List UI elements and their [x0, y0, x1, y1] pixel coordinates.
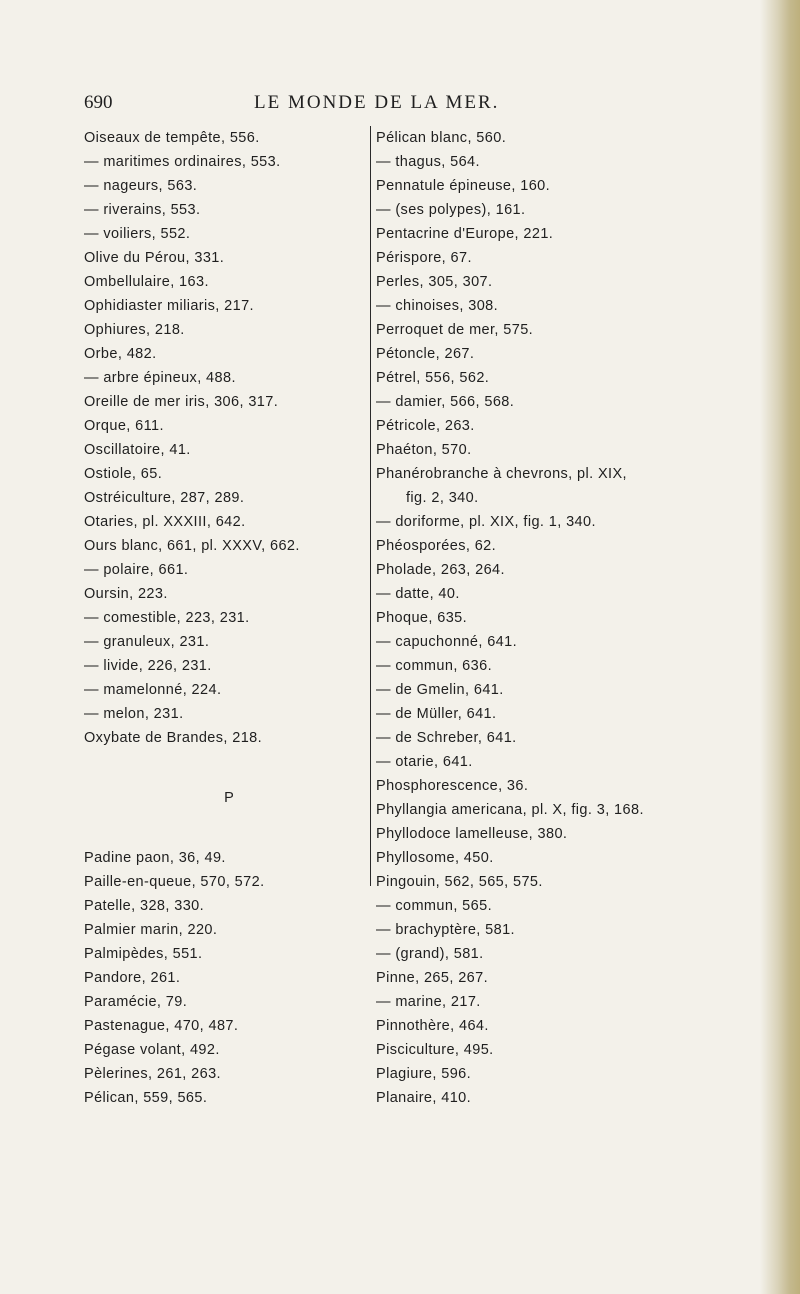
index-entry: Pétricole, 263.	[376, 418, 475, 434]
index-entry: Ostiole, 65.	[84, 466, 163, 482]
index-entry: Palmier marin, 220.	[84, 922, 218, 938]
index-entry: Pingouin, 562, 565, 575.	[376, 874, 543, 890]
index-entry: Oursin, 223.	[84, 586, 168, 602]
section-letter: P	[224, 790, 234, 806]
index-entry: — de Müller, 641.	[376, 706, 497, 722]
index-entry: — riverains, 553.	[84, 202, 201, 218]
index-entry: Pinnothère, 464.	[376, 1018, 489, 1034]
index-entry: Pégase volant, 492.	[84, 1042, 220, 1058]
page-header	[84, 92, 734, 126]
index-entry: — (ses polypes), 161.	[376, 202, 526, 218]
index-entry: — granuleux, 231.	[84, 634, 210, 650]
index-entry: Orque, 611.	[84, 418, 164, 434]
index-entry: — livide, 226, 231.	[84, 658, 212, 674]
index-entry: — (grand), 581.	[376, 946, 484, 962]
index-entry: — commun, 565.	[376, 898, 493, 914]
index-entry: — brachyptère, 581.	[376, 922, 515, 938]
index-entry: Pétoncle, 267.	[376, 346, 475, 362]
index-entry: — de Schreber, 641.	[376, 730, 517, 746]
index-entry: Oreille de mer iris, 306, 317.	[84, 394, 279, 410]
index-entry: Pisciculture, 495.	[376, 1042, 494, 1058]
index-entry: Pennatule épineuse, 160.	[376, 178, 551, 194]
index-entry: Phoque, 635.	[376, 610, 468, 626]
running-title: LE MONDE DE LA MER.	[254, 92, 500, 113]
index-entry: Ophidiaster miliaris, 217.	[84, 298, 254, 314]
index-entry: Patelle, 328, 330.	[84, 898, 205, 914]
index-column-left	[84, 126, 384, 1110]
index-entry: Paramécie, 79.	[84, 994, 188, 1010]
index-entry: — damier, 566, 568.	[376, 394, 515, 410]
index-entry: — polaire, 661.	[84, 562, 189, 578]
index-entry: Padine paon, 36, 49.	[84, 850, 226, 866]
index-entry: Planaire, 410.	[376, 1090, 472, 1106]
index-entry: Oxybate de Brandes, 218.	[84, 730, 263, 746]
index-entry: Orbe, 482.	[84, 346, 157, 362]
index-entry: — capuchonné, 641.	[376, 634, 518, 650]
index-entry: Ours blanc, 661, pl. XXXV, 662.	[84, 538, 300, 554]
index-entry: Ostréiculture, 287, 289.	[84, 490, 245, 506]
page-number: 690	[84, 92, 113, 113]
index-entry: Pinne, 265, 267.	[376, 970, 489, 986]
index-entry: Pélican blanc, 560.	[376, 130, 507, 146]
index-entry: — arbre épineux, 488.	[84, 370, 236, 386]
index-entry: Oiseaux de tempête, 556.	[84, 130, 260, 146]
index-entry: — comestible, 223, 231.	[84, 610, 250, 626]
index-entry: Perles, 305, 307.	[376, 274, 493, 290]
index-entry: — de Gmelin, 641.	[376, 682, 504, 698]
index-entry: Paille-en-queue, 570, 572.	[84, 874, 265, 890]
index-entry: fig. 2, 340.	[406, 490, 479, 506]
index-entry: Pholade, 263, 264.	[376, 562, 505, 578]
index-entry: Périspore, 67.	[376, 250, 472, 266]
index-entry: Otaries, pl. XXXIII, 642.	[84, 514, 246, 530]
index-entry: — chinoises, 308.	[376, 298, 499, 314]
index-entry: — mamelonné, 224.	[84, 682, 222, 698]
index-entry: Phyllodoce lamelleuse, 380.	[376, 826, 568, 842]
index-entry: Pentacrine d'Europe, 221.	[376, 226, 554, 242]
index-entry: — nageurs, 563.	[84, 178, 198, 194]
index-entry: Pélican, 559, 565.	[84, 1090, 208, 1106]
index-entry: Olive du Pérou, 331.	[84, 250, 225, 266]
index-entry: — melon, 231.	[84, 706, 184, 722]
index-entry: Plagiure, 596.	[376, 1066, 472, 1082]
index-entry: Phosphorescence, 36.	[376, 778, 529, 794]
index-entry: — commun, 636.	[376, 658, 493, 674]
index-entry: Phanérobranche à chevrons, pl. XIX,	[376, 466, 627, 482]
index-entry: Phéosporées, 62.	[376, 538, 497, 554]
index-entry: Ombellulaire, 163.	[84, 274, 209, 290]
index-entry: Phyllangia americana, pl. X, fig. 3, 168.	[376, 802, 644, 818]
index-entry: Pandore, 261.	[84, 970, 181, 986]
index-entry: Phyllosome, 450.	[376, 850, 494, 866]
index-entry: Oscillatoire, 41.	[84, 442, 191, 458]
index-entry: — maritimes ordinaires, 553.	[84, 154, 281, 170]
index-entry: Pastenague, 470, 487.	[84, 1018, 239, 1034]
index-entry: — otarie, 641.	[376, 754, 473, 770]
index-entry: Pèlerines, 261, 263.	[84, 1066, 221, 1082]
index-entry: Palmipèdes, 551.	[84, 946, 203, 962]
index-entry: Pétrel, 556, 562.	[376, 370, 490, 386]
column-divider	[370, 126, 371, 886]
index-entry: Phaéton, 570.	[376, 442, 472, 458]
index-entry: — thagus, 564.	[376, 154, 480, 170]
index-column-right	[376, 126, 771, 1110]
index-entry: — doriforme, pl. XIX, fig. 1, 340.	[376, 514, 596, 530]
index-entry: — marine, 217.	[376, 994, 481, 1010]
index-entry: — voiliers, 552.	[84, 226, 191, 242]
index-entry: Ophiures, 218.	[84, 322, 185, 338]
index-entry: — datte, 40.	[376, 586, 460, 602]
index-entry: Perroquet de mer, 575.	[376, 322, 534, 338]
